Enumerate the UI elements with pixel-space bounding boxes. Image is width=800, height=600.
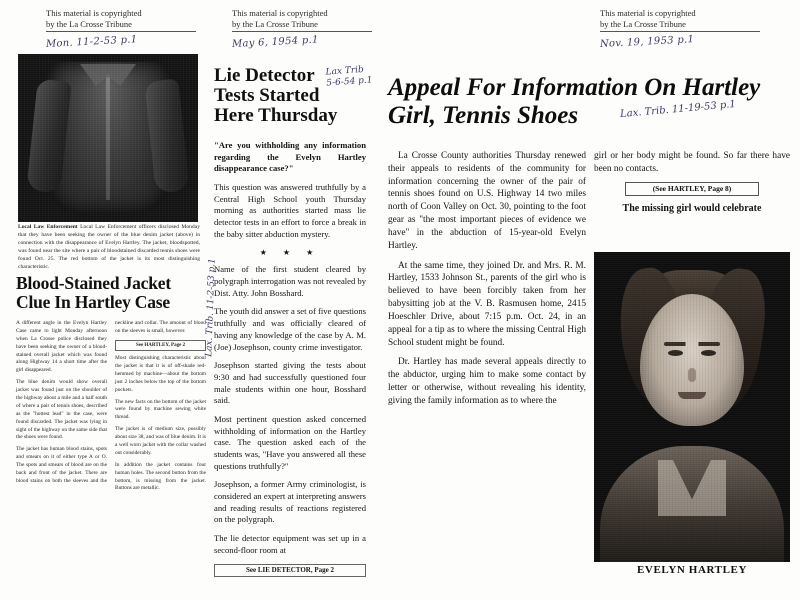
handwritten-source-date: 5-6-54 p.1: [325, 75, 373, 89]
photo-grain: [18, 54, 198, 222]
handwritten-source-line: Lax Trib: [325, 64, 364, 78]
body-paragraph: The jacket has human blood stains, spots and smears on it of either type A or O. The spots and smears of blood are on the back and front of the jacket. There are blood stains on both the sleeves and the neckline and collar. The amount of blood on the sleeves is small, however.: [16, 320, 206, 484]
article-body-column-left: [388, 150, 586, 598]
body-paragraph: At the same time, they joined Dr. and Mrs. R. M. Hartley, 1533 Johnson St., parents of the girl who is believed to have been forcibly taken from her babysitting job at the V. B. Rasmusen home, 2415 Hoeschler Drive, about 7:15 p.m. Oct. 24, in an appeal for a tip as to where the missing Central High School student might be found.: [388, 260, 586, 348]
article-body: [16, 320, 206, 596]
headline-blood-stained-jacket: Blood-Stained Jacket Clue In Hartley Case: [16, 273, 171, 312]
photo-caption: [18, 224, 200, 272]
headline-appeal-for-information: Appeal For Information On Hartley Girl, Tennis Shoes: [388, 74, 761, 129]
body-paragraph: The new facts on the bottom of the jacket were found by machine sewing white thread.: [115, 398, 206, 421]
portrait-caption: EVELYN HARTLEY: [637, 564, 747, 576]
copyright-stamp-line1: This material is copyrighted: [46, 8, 142, 18]
body-paragraph: La Crosse County authorities Thursday renewed their appeals to residents of the community for information concerning the owner of the pair of tennis shoes found on U.S. Highway 14 two miles north of Coon Valley on Oct. 30, pointing to the foot gear as "the most important pieces of evidence we have" in the abduction of 15-year-old Evelyn Hartley.: [388, 151, 586, 251]
copyright-stamp: [600, 8, 760, 53]
body-paragraph: Josephson started giving the tests about 9:30 and had successfully questioned four male students within one hour, Bosshard said.: [214, 360, 366, 406]
stamp-rule: [46, 31, 196, 32]
copyright-stamp: [46, 8, 196, 53]
celebrate-line: The missing girl would celebrate: [622, 203, 762, 214]
copyright-stamp-line2: by the La Crosse Tribune: [46, 18, 132, 29]
continued-label[interactable]: See HARTLEY, Page 2: [115, 340, 206, 351]
handwritten-margin-note: Lax. Trib. 11-2-53 p.1: [204, 258, 218, 358]
body-paragraph: Dr. Hartley has made several appeals directly to the abductor, urging him to make some contact by letter or otherwise, without revealing his identity, giving the family information as to where the: [388, 357, 586, 406]
body-paragraph: Name of the first student cleared by polygraph interrogation was not revealed by Dist. Atty. John Bosshard.: [214, 264, 367, 298]
clipping-lie-detector-tests: [214, 8, 372, 590]
clipping-blood-stained-jacket: [8, 8, 218, 590]
body-paragraph: girl or her body might be found. So far there have been no contacts.: [594, 151, 790, 174]
copyright-stamp-line2: by the La Crosse Tribune: [232, 18, 318, 29]
copyright-stamp-line2: by the La Crosse Tribune: [600, 18, 686, 29]
handwritten-date: May 6, 1954 p.1: [231, 34, 319, 51]
handwritten-margin-note: Lax. Trib. 11-19-53 p.1: [619, 98, 737, 121]
body-paragraph: The lie detector equipment was set up in a second-floor room at: [214, 533, 366, 555]
article-body: [214, 140, 366, 596]
body-paragraph: Most distinguishing characteristic about the jacket is that it is of off-shade red-hemmed by machine—about the bottom just 2 inches below the top of the bottom pockets.: [115, 355, 206, 393]
body-paragraph: Josephson, a former Army criminologist, is considered an expert at interpreting answers and reading results of reactions registered on the polygraph.: [214, 479, 366, 525]
body-paragraph: The jacket is of medium size, possibly about size 38, and was of blue denim. It is a well worn jacket with the collar washed out considerably.: [115, 426, 206, 456]
handwritten-date: Mon. 11-2-53 p.1: [45, 34, 138, 51]
photo-grain: [594, 252, 790, 562]
copyright-stamp-line1: This material is copyrighted: [232, 8, 328, 18]
body-paragraph-lead: "Are you withholding any information regarding the Evelyn Hartley disappearance case?": [214, 140, 366, 174]
headline-lie-detector: Lie Detector Tests Started Here Thursday: [214, 65, 338, 126]
body-paragraph: In addition the jacket contains four human holes. The second button from the bottom, is missing from the jacket. Buttons are metallic.: [115, 461, 206, 492]
continued-label[interactable]: (See HARTLEY, Page 8): [625, 182, 759, 196]
copyright-stamp: [232, 8, 372, 53]
body-paragraph: The youth did answer a set of five questions truthfully and was officially cleared of having any knowledge of the case by A. M. (Joe) Josephson, county crime investigator.: [214, 306, 366, 352]
clipping-appeal-for-information: [382, 8, 794, 590]
photo-caption-text: Local Law Enforcement officers disclosed Monday that they have been seeking the owner of the blue denim jacket (above) in connection with the disappearance of Evelyn Hartley. The jacket, bloodspotted, was found near the site where a pair of bloodstained discarded tennis shoes were found Oct. 25. The red bottom of the jacket is its most distinguishing characteristic.: [18, 224, 200, 270]
continued-label[interactable]: See LIE DETECTOR, Page 2: [214, 564, 366, 578]
body-paragraph: This question was answered truthfully by a Central High School youth Thursday morning as authorities started mass lie detector tests in an effort to force a break in the baby sitter abduction mystery.: [214, 182, 366, 239]
body-paragraph: A different angle in the Evelyn Hartley Case came to light Monday afternoon when La Crosse police disclosed they have been seeking the owner of a blood-stained overall jacket which was found along Highway 14 a short time after the girl disappeared.: [16, 320, 107, 374]
handwritten-date: Nov. 19, 1953 p.1: [599, 34, 695, 51]
body-paragraph: The blue denim would show overall jacket was found just on the shoulder of the highway about a mile and a half south of where a pair of tennis shoes, described as the "hottest lead" in the case, were found discarded. The jacket was lying in sight of the highway on the same side that the shoes were found.: [16, 379, 107, 441]
evelyn-hartley-photo: [594, 252, 790, 562]
stamp-rule: [232, 31, 372, 32]
photo-caption-lead: Local Law Enforcement: [18, 224, 78, 230]
copyright-stamp-line1: This material is copyrighted: [600, 8, 696, 18]
star-divider: ★ ★ ★: [259, 247, 321, 257]
stamp-rule: [600, 31, 760, 32]
body-paragraph: Most pertinent question asked concerned withholding of information on the Hartley case. The question asked each of the students was, "Have you answered all these questions truthfully?": [214, 413, 366, 471]
article-body-column-right: [594, 150, 790, 222]
jacket-photo: [18, 54, 198, 222]
handwritten-margin-source: [325, 64, 373, 90]
